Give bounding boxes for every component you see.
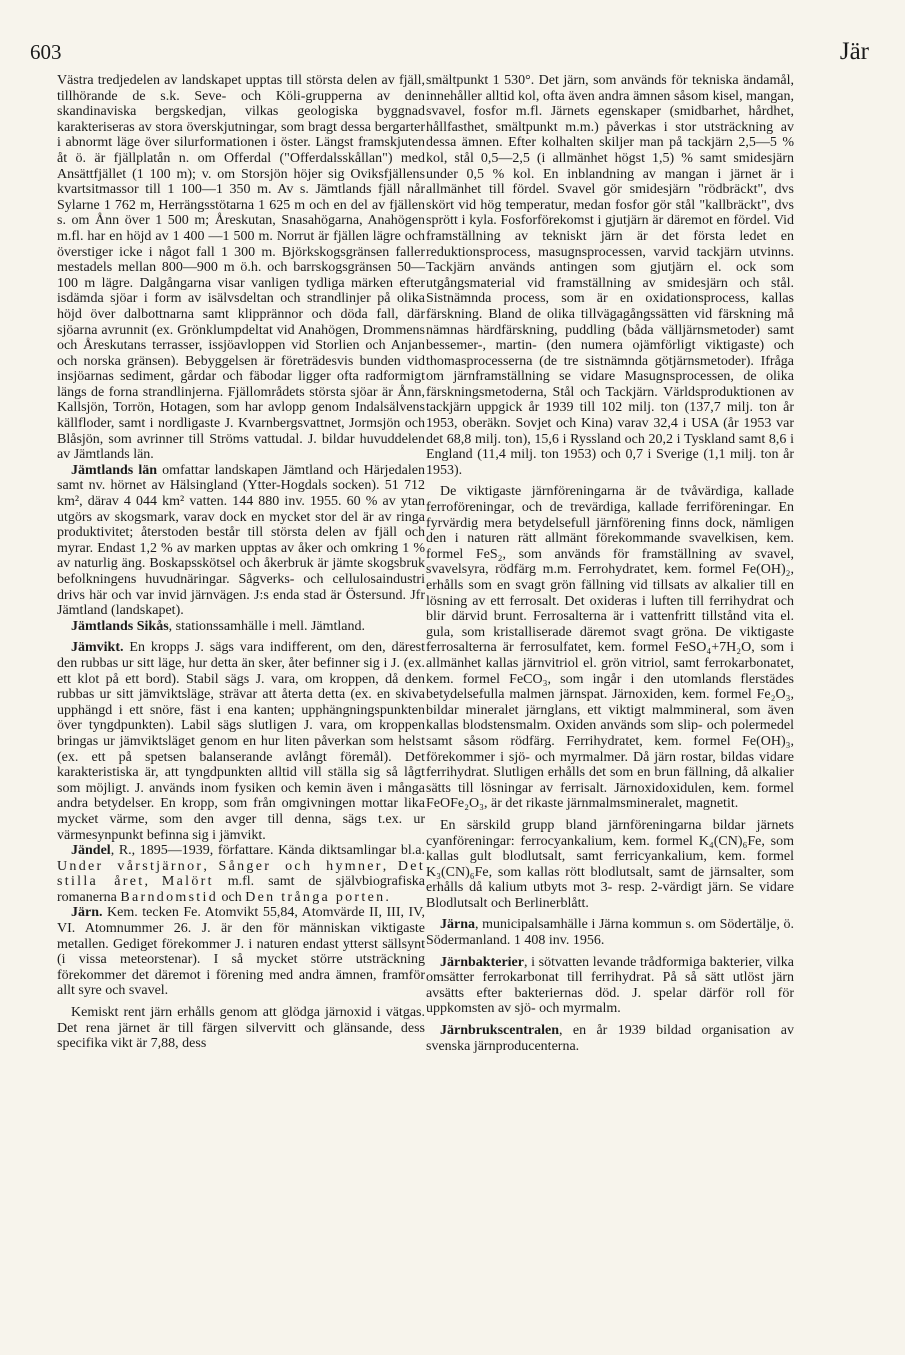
- entry-jandel: [57, 843, 425, 905]
- entry-text: omfattar landskapen Jämtland och Härjedalen samt nv. hörnet av Hälsingland (Ytter-Hogdals socken). 51 712 km², därav 4 044 km² vatten. 144 880 inv. 1955. 60 % av ytan utgörs av skogsmark, varav dock en mycket stor del är av ringa produktivitet; återstoden består till största delen av fjäll och myrar. Endast 1,2 % av marken upptas av åker och omkring 1 % av naturlig äng. Boskapsskötsel och åkerbruk är jämte skogsbruk befolkningens huvudnäringar. Sågverks- och cellulosaindustri drivs här och var invid järnvägen. J:s enda stad är Östersund. Jfr Jämtland (landskapet).: [57, 462, 425, 619]
- entry-text: , R., 1895—1939, författare. Kända diktsamlingar bl.a.: [110, 843, 425, 859]
- work-title: Den trånga porten: [245, 889, 386, 905]
- entry-headword: Järnbrukscentralen: [440, 1023, 559, 1039]
- entry-text: m.fl. samt de självbiografiska romanerna: [57, 874, 425, 905]
- work-title: Barndomstid: [120, 889, 218, 905]
- entry-headword: Järna: [440, 917, 475, 933]
- entry-text: Kemiskt rent järn erhålls genom att glödga järnoxid i vätgas. Det rena järnet är till färgen silvervitt och glänsande, dess specifika vikt är 7,88, dess: [57, 1005, 425, 1052]
- entry-jamvikt: [57, 640, 425, 843]
- separator: ,: [144, 874, 162, 890]
- entry-headword: Jämvikt.: [71, 640, 124, 656]
- running-head: Jär: [839, 38, 869, 65]
- entry-jarnforeningar: [426, 484, 794, 811]
- right-column: [426, 73, 794, 1054]
- entry-jamtlands-lan: [57, 463, 425, 619]
- entry-headword: Jändel: [71, 843, 111, 859]
- work-title: Malört: [161, 874, 214, 890]
- work-title: Sånger och hymner: [218, 858, 383, 874]
- entry-jarn: [57, 905, 425, 999]
- entry-headword: Jämtlands län: [71, 462, 157, 478]
- work-title: Det stilla året: [57, 858, 426, 890]
- entry-jarn-continued-right: [426, 73, 794, 478]
- entry-headword: Jämtlands Sikås: [71, 618, 169, 634]
- separator: och: [218, 889, 246, 905]
- entry-text: Kem. tecken Fe. Atomvikt 55,84, Atomvärde II, III, IV, VI. Atomnummer 26. J. är den för människan viktigaste metallen. Gediget förekommer J. i naturen endast ytterst sällsynt (i vissa meteorstenar). I så mycket större utsträckning förekommer det däremot i förening med andra ämnen, framför allt syre och svavel.: [57, 905, 425, 999]
- entry-text: De viktigaste järnföreningarna är de tvåvärdiga, kallade ferroföreningar, och de trevärdiga, kallade ferriföreningar. En fyrvärdig mera betydelsefull järnförening finns dock, nämligen den i naturen rätt allmänt förekommande svavelkisen, kem. formel FeS₂, som används för framställning av svavel, svavelsyra, rödfärg m.m. Ferrohydratet, kem. formel Fe(OH)₂, erhålls som en svagt grön fällning vid tillsats av alkalier till en lösning av ett ferrosalt. Det oxideras i luften till ferrihydrat och blir därvid brunt. Ferrosalterna är i vattenfritt tillstånd vita el. gula, som kristalliserade däremot svagt gröna. De viktigaste ferrosalterna är ferrosulfatet, kem. formel FeSO₄+7H₂O, som i allmänhet kallas järnvitriol el. grön vitriol, samt ferrokarbonatet, kem. formel FeCO₃, som ingår i den utomlands flerstädes betydelsefulla malmen järnspat. Järnoxiden, kem. formel Fe₂O₃, bildar mineralet järnglans, ett viktigt malmmineral, som även kallas blodstensmalm. Oxiden används som slip- och polermedel samt såsom rödfärg. Ferrihydratet, kem. formel Fe(OH)₃, förekommer i sjö- och myrmalmer. Då järn rostar, bildas vidare ferrihydrat. Slutligen erhålls det som en brun fällning, då alkalier sätts till lösningar av ferrisalt. Järnoxidoxidulen, kem. formel FeOFe₂O₃, är det rikaste järnmalmsmineralet, magnetit.: [426, 484, 794, 812]
- entry-text: , en år 1939 bildad organisation av svenska järnproducenterna.: [426, 1023, 794, 1054]
- entry-jamtlands-sikas: [57, 619, 425, 635]
- entry-text: .: [385, 889, 389, 905]
- entry-text: smältpunkt 1 530°. Det järn, som används för tekniska ändamål, innehåller alltid kol, ofta även andra ämnen såsom kisel, mangan, svavel, fosfor m.fl. Järnets egenskaper (smidbarhet, hårdhet, hållfasthet, smältpunkt m.m.) påverkas i stor utsträckning av dessa ämnen. Efter kolhalten skiljer man på tackjärn 2,5—5 % kol, stål 0,5—2,5 (i allmänhet högst 1,5) % samt smidesjärn under 0,5 % kol. En inblandning av mangan i järnet är i allmänhet till fördel. Svavel gör smidesjärn "rödbräckt", dvs skört vid hög temperatur, medan fosfor gör stål "kallbräckt", dvs sprött i kyla. Fosforförekomst i gjutjärn är däremot en fördel. Vid framställning av tekniskt järn är det första ledet en reduktionsprocess, masugnsprocessen, varvid tackjärn utvinns. Tackjärn används antingen som gjutjärn el. ock som utgångsmaterial vid framställning av smidesjärn och stål. Sistnämnda process, som är en oxidationsprocess, kallas färskning. Bland de olika tillvägagångssätten vid färskning må nämnas härdfärskning, puddling (båda välljärnsmetoder) samt bessemer-, martin- (den numera ojämförligt viktigaste) och thomasprocesserna (de tre sistnämnda götjärnsmetoder). Ifråga om järnframställning se vidare Masugnsprocessen, de olika färskningsmetoderna, Stål och Tackjärn. Världsproduktionen av tackjärn uppgick år 1939 till 102 milj. ton (137,7 milj. ton år 1953, oberäkn. Sovjet och Kina) varav 32,4 i USA (år 1953 var det 68,8 milj. ton), 15,6 i Ryssland och 20,2 i Tyskland samt 8,6 i England (11,4 milj. ton 1953) och 0,7 i Sverige (1,1 milj. ton år 1953).: [426, 73, 794, 478]
- entry-text: En kropps J. sägs vara indifferent, om den, därest den rubbas ur sitt läge, hur detta än sker, åter befinner sig i J. (ex. ett klot på ett bord). Stabil sägs J. vara, om kroppen, då den rubbas ur sitt jämviktsläge, strävar att återta detta (ex. en skiva upphängd i ett snöre, fäst i ena kanten; upphängningspunkten över tyngdpunkten). Labil sägs slutligen J. vara, om kroppen bringas ur jämviktsläget genom en hur liten påverkan som helst (ex. ett på spetsen balanserande avlångt föremål). Det karakteristiska är, att tyngdpunkten alltid vill ställa sig så lågt som möjligt. J. används inom fysiken och kemin även i många andra betydelser. En kropp, som från omgivningen mottar lika mycket värme, som den avger till denna, sägs t.ex. ur värmesynpunkt befinna sig i jämvikt.: [57, 640, 425, 843]
- entry-text: , stationssamhälle i mell. Jämtland.: [168, 618, 366, 634]
- entry-text: , i sötvatten levande trådformiga bakterier, vilka omsätter ferrokarbonat till ferrihydrat. På så sätt utlöst järn avsätts efter bakteriernas död. J. spelar därför roll för uppkomsten av sjö- och myrmalm.: [426, 954, 794, 1017]
- entry-headword: Järnbakterier: [440, 954, 524, 970]
- entry-jamtland-continued: [57, 73, 425, 463]
- separator: ,: [382, 858, 398, 874]
- entry-text: , municipalsamhälle i Järna kommun s. om Södertälje, ö. Södermanland. 1 408 inv. 1956.: [426, 917, 794, 949]
- entry-text: Västra tredjedelen av landskapet upptas till största delen av fjäll, tillhörande de s.k. Seve- och Köli-grupperna av den skandinaviska bergskedjan, vilkas geologiska byggnad karakteriseras av stora överskjutningar, som bragt dessa bergarter i abnormt läge över silurformationen i öster. Längst framskjuten åt ö. är fjällplatån n. om Offerdal ("Offerdalsskållan") med Ansättfjället (1 100 m); v. om Storsjön höjer sig Oviksfjällens kvartsitmassor till 1 100—1 350 m. Av s. Jämtlands fjäll når Sylarne 1 762 m, Herrängsstötarna 1 625 m och en del av fjällen s. om Ånn över 1 500 m; Åreskutan, Snasahögarna, Anahögen m.fl. har en höjd av 1 400 —1 500 m. Norrut är fjällen lägre och överstiger icke i något fall 1 300 m. Björkskogsgränsen faller mestadels mellan 800—900 m ö.h. och barrskogsgränsen 50—100 m lägre. Dalgångarna visar vanligen tydliga märken efter isdämda sjöar i form av isälvsdeltan och strandlinjer på olika höjd över dalbottnarna samt klipprännor och döda fall, där sjöarna avrunnit (ex. Grönklumpdeltat vid Anahögen, Drommens och Åreskutans terrasser, issjöavloppen vid Storlien och Anjan och norska gränsen). Bebyggelsen är företrädesvis bunden vid insjöarnas sediment, gårdar och fäbodar ligger ofta radformigt längs de forna strandlinjerna. Fjällområdets största sjöar är Ånn, Kallsjön, Torrön, Hotagen, som har avlopp genom Indalsälvens källfloder, samt i nordligaste J. Kvarnbergsvattnet, Jormsjön och Blåsjön, som avrinner till Ströms vattudal. J. bildar huvuddelen av Jämtlands län.: [57, 73, 425, 463]
- page-number: 603: [30, 40, 62, 64]
- entry-jarnbrukscentralen: [426, 1023, 794, 1054]
- entry-headword: Järn.: [71, 905, 103, 921]
- left-column: [57, 73, 425, 1052]
- work-title: Under vårstjärnor: [57, 858, 204, 874]
- entry-jarna: [426, 917, 794, 948]
- separator: ,: [203, 858, 219, 874]
- entry-cyanforeningar: [426, 818, 794, 912]
- entry-jarn-continued: [57, 1005, 425, 1052]
- entry-text: En särskild grupp bland järnföreningarna bildar järnets cyanföreningar: ferrocyankalium, kem. formel K₄(CN)₆Fe, som kallas gult blodlutsalt, samt ferricyankalium, kem. formel K₃(CN)₆Fe, som kallas rött blodlutsalt, samt de järnsalter, som erhålls då kalium utbyts mot 3- resp. 2-värdigt järn. Se vidare Blodlutsalt och Berlinerblått.: [426, 817, 794, 911]
- entry-jarnbakterier: [426, 955, 794, 1017]
